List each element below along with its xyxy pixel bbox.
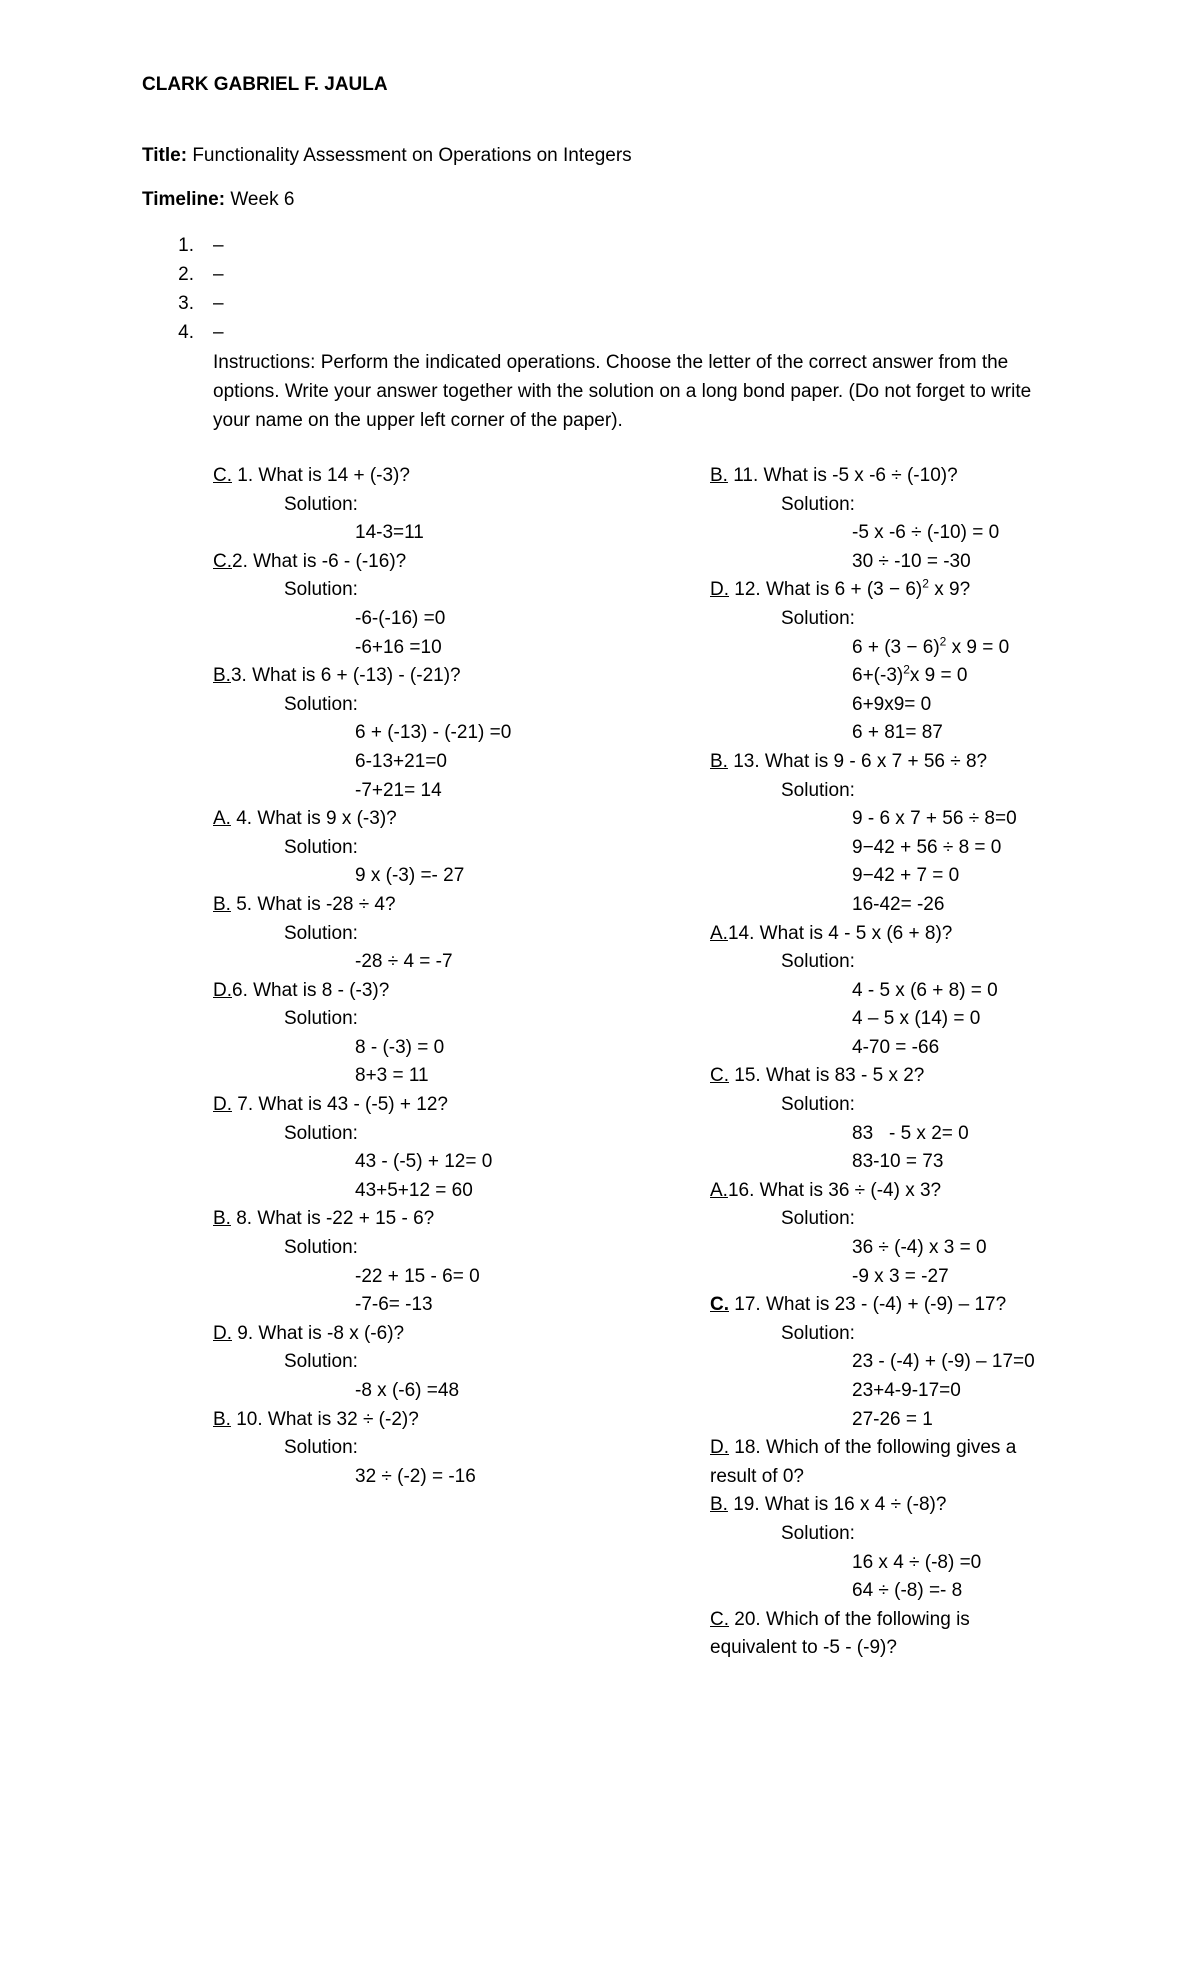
solution-step: 30 ÷ -10 = -30 bbox=[852, 550, 971, 572]
solution-step: 83-10 = 73 bbox=[852, 1151, 944, 1173]
solution-step: -7-6= -13 bbox=[355, 1294, 433, 1316]
title-line bbox=[142, 146, 632, 165]
timeline-label: Timeline: bbox=[142, 189, 226, 210]
answer-letter: C. bbox=[710, 1065, 729, 1087]
solution-label: Solution: bbox=[284, 493, 358, 515]
solution-step: 43+5+12 = 60 bbox=[355, 1179, 473, 1201]
solution-label: Solution: bbox=[284, 1437, 358, 1459]
title-label: Title: bbox=[142, 145, 188, 166]
solution-label: Solution: bbox=[781, 1094, 855, 1116]
solution-label: Solution: bbox=[781, 493, 855, 515]
answer-letter: C. bbox=[213, 465, 232, 486]
answer-letter: D. bbox=[213, 979, 232, 1001]
answer-letter: C. bbox=[213, 550, 232, 572]
answer-letter: C. bbox=[710, 1294, 729, 1316]
solution-step: 43 - (-5) + 12= 0 bbox=[355, 1151, 493, 1173]
solution-step: 9−42 + 56 ÷ 8 = 0 bbox=[852, 836, 1002, 858]
solution-step: 16 x 4 ÷ (-8) =0 bbox=[852, 1551, 982, 1573]
author-name: CLARK GABRIEL F. JAULA bbox=[142, 74, 388, 95]
solution-step: -6-(-16) =0 bbox=[355, 607, 446, 629]
solution-label: Solution: bbox=[284, 1237, 358, 1259]
answer-letter: B. bbox=[710, 1494, 728, 1516]
solution-step: -7+21= 14 bbox=[355, 779, 442, 801]
question-18-continued: result of 0? bbox=[710, 1465, 804, 1487]
solution-step: -8 x (-6) =48 bbox=[355, 1380, 460, 1401]
solution-step: 64 ÷ (-8) =- 8 bbox=[852, 1580, 963, 1602]
solution-label: Solution: bbox=[781, 607, 855, 629]
solution-label: Solution: bbox=[781, 1522, 855, 1544]
solution-label: Solution: bbox=[284, 693, 358, 715]
question-16: A.16. What is 36 ÷ (-4) x 3? bbox=[710, 1179, 942, 1201]
solution-step: -9 x 3 = -27 bbox=[852, 1265, 949, 1287]
question-13: B. 13. What is 9 - 6 x 7 + 56 ÷ 8? bbox=[710, 750, 988, 772]
title-text: Functionality Assessment on Operations on Integers bbox=[192, 145, 632, 166]
answer-letter: A. bbox=[710, 922, 728, 944]
solution-step: 16-42= -26 bbox=[852, 893, 945, 915]
question-4: A. 4. What is 9 x (-3)? bbox=[213, 808, 397, 830]
question-14: A.14. What is 4 - 5 x (6 + 8)? bbox=[710, 922, 953, 944]
solution-step: 23 - (-4) + (-9) – 17=0 bbox=[852, 1351, 1035, 1373]
solution-step: 27-26 = 1 bbox=[852, 1408, 933, 1430]
answer-letter: A. bbox=[710, 1179, 728, 1201]
answer-letter: B. bbox=[213, 665, 231, 687]
solution-step: 9 - 6 x 7 + 56 ÷ 8=0 bbox=[852, 808, 1017, 830]
solution-label: Solution: bbox=[284, 1122, 358, 1144]
question-17: C. 17. What is 23 - (-4) + (-9) – 17? bbox=[710, 1294, 1007, 1316]
solution-label: Solution: bbox=[781, 951, 855, 973]
solution-step: 8+3 = 11 bbox=[355, 1065, 429, 1087]
timeline-line bbox=[142, 190, 294, 209]
solution-step: 32 ÷ (-2) = -16 bbox=[355, 1465, 476, 1487]
solution-step: 6-13+21=0 bbox=[355, 750, 447, 772]
solution-step: 4-70 = -66 bbox=[852, 1036, 940, 1058]
solution-label: Solution: bbox=[284, 922, 358, 944]
solution-label: Solution: bbox=[284, 1351, 358, 1373]
answer-letter: B. bbox=[213, 1208, 231, 1230]
solution-label: Solution: bbox=[781, 1322, 855, 1344]
answer-letter: B. bbox=[213, 1408, 231, 1430]
solution-step: 6 + (-13) - (-21) =0 bbox=[355, 722, 512, 744]
question-20-continued: equivalent to -5 - (-9)? bbox=[710, 1637, 897, 1659]
solution-label: Solution: bbox=[284, 579, 358, 601]
question-1: C. 1. What is 14 + (-3)? bbox=[213, 465, 410, 486]
solution-step: -22 + 15 - 6= 0 bbox=[355, 1265, 480, 1287]
answer-letter: B. bbox=[213, 893, 231, 915]
answer-letter: B. bbox=[710, 465, 728, 486]
question-7: D. 7. What is 43 - (-5) + 12? bbox=[213, 1094, 448, 1116]
solution-step: 83 - 5 x 2= 0 bbox=[852, 1122, 969, 1144]
question-12: D. 12. What is $6 + (3 - 6)^2$ x 9? bbox=[710, 577, 971, 601]
question-18: D. 18. Which of the following gives a bbox=[710, 1437, 1017, 1459]
solution-step: 14-3=11 bbox=[355, 522, 424, 544]
answer-letter: D. bbox=[213, 1094, 232, 1116]
solution-label: Solution: bbox=[284, 836, 358, 858]
instructions: Instructions: Perform the indicated operations. Choose the letter of the correct answer from the options. Write your answer together with the solution on a long bond paper. (Do not forget to write your name on the upper left corner of the paper). bbox=[213, 352, 1032, 431]
solution-label: Solution: bbox=[781, 779, 855, 801]
solution-step: 4 – 5 x (14) = 0 bbox=[852, 1008, 981, 1030]
question-5: B. 5. What is -28 ÷ 4? bbox=[213, 893, 396, 915]
answer-letter: C. bbox=[710, 1608, 729, 1630]
question-20: C. 20. Which of the following is bbox=[710, 1608, 970, 1630]
solution-step: -28 ÷ 4 = -7 bbox=[355, 951, 453, 973]
right-column bbox=[710, 462, 1035, 1663]
question-19: B. 19. What is 16 x 4 ÷ (-8)? bbox=[710, 1494, 947, 1516]
answer-letter: D. bbox=[710, 579, 729, 601]
left-column bbox=[213, 462, 511, 1491]
question-6: D.6. What is 8 - (-3)? bbox=[213, 979, 390, 1001]
solution-step: 9−42 + 7 = 0 bbox=[852, 865, 960, 887]
solution-step: 8 - (-3) = 0 bbox=[355, 1036, 445, 1058]
question-11: B. 11. What is -5 x -6 ÷ (-10)? bbox=[710, 465, 958, 486]
question-10: B. 10. What is 32 ÷ (-2)? bbox=[213, 1408, 419, 1430]
question-8: B. 8. What is -22 + 15 - 6? bbox=[213, 1208, 435, 1230]
solution-label: Solution: bbox=[781, 1208, 855, 1230]
question-3: B.3. What is 6 + (-13) - (-21)? bbox=[213, 665, 461, 687]
question-15: C. 15. What is 83 - 5 x 2? bbox=[710, 1065, 925, 1087]
solution-step: 23+4-9-17=0 bbox=[852, 1380, 961, 1401]
timeline-text: Week 6 bbox=[230, 189, 295, 210]
solution-step: $6 + (3 - 6)^2$ x 9 = 0 bbox=[852, 634, 1010, 658]
solution-step: -5 x -6 ÷ (-10) = 0 bbox=[852, 522, 1000, 544]
answer-letter: A. bbox=[213, 808, 231, 830]
question-2: C.2. What is -6 - (-16)? bbox=[213, 550, 407, 572]
answer-letter: D. bbox=[213, 1322, 232, 1344]
solution-step: 6+9x9= 0 bbox=[852, 693, 932, 715]
solution-step: -6+16 =10 bbox=[355, 636, 442, 658]
answer-letter: D. bbox=[710, 1437, 729, 1459]
solution-label: Solution: bbox=[284, 1008, 358, 1030]
answer-letter: B. bbox=[710, 750, 728, 772]
solution-step: 4 - 5 x (6 + 8) = 0 bbox=[852, 979, 998, 1001]
solution-step: $6+(-3)^2x$ 9 = 0 bbox=[852, 662, 968, 687]
solution-step: 6 + 81= 87 bbox=[852, 722, 943, 744]
solution-step: 9 x (-3) =- 27 bbox=[355, 865, 465, 887]
question-9: D. 9. What is -8 x (-6)? bbox=[213, 1322, 405, 1344]
solution-step: 36 ÷ (-4) x 3 = 0 bbox=[852, 1237, 987, 1259]
